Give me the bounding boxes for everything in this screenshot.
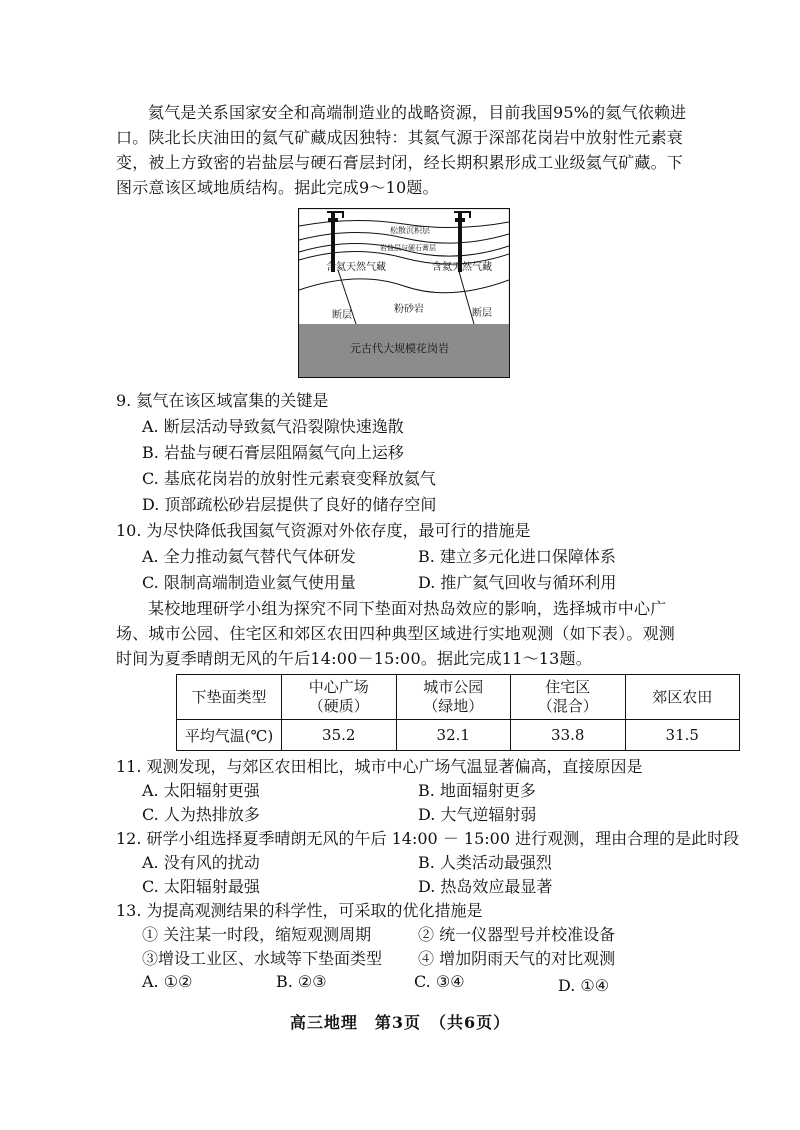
q12-stem: 12. 研学小组选择夏季晴朗无风的午后 14:00 － 15:00 进行观测，理由合理的是此时段: [116, 829, 740, 848]
q13-item-2: ② 统一仪器型号并校准设备: [418, 925, 616, 944]
q13-option-a: A. ①②: [142, 972, 193, 991]
q13-item-3: ③增设工业区、水域等下垫面类型: [142, 949, 383, 968]
label-fault-right: 断层: [472, 308, 492, 319]
label-loose-layer: 松散沉积层: [390, 226, 430, 235]
label-gas-left: 含氦天然气藏: [326, 262, 386, 273]
column-name: 中心广场: [308, 678, 369, 696]
q10-option-b: B. 建立多元化进口保障体系: [418, 547, 616, 566]
label-salt-layer: 岩盐层与硬石膏层: [380, 244, 436, 252]
q10-option-a: A. 全力推动氦气替代气体研发: [142, 547, 356, 566]
column-sub: （混合）: [537, 697, 598, 715]
q13-item-1: ① 关注某一时段，缩短观测周期: [142, 925, 372, 944]
q10-option-c: C. 限制高端制造业氦气使用量: [142, 573, 356, 592]
q12-option-c: C. 太阳辐射最强: [142, 877, 260, 896]
q11-option-a: A. 太阳辐射更强: [142, 781, 260, 800]
table-cell: 33.8: [511, 720, 626, 751]
label-gas-right: 含氦天然气藏: [432, 262, 492, 273]
q13-option-d: D. ①④: [558, 976, 610, 995]
q10-stem: 10. 为尽快降低我国氦气资源对外依存度，最可行的措施是: [116, 521, 531, 540]
q12-option-a: A. 没有风的扰动: [142, 853, 260, 872]
table-column-header: [511, 675, 626, 720]
table-cell: 31.5: [625, 720, 740, 751]
page-footer: 高三地理 第3页 （共6页）: [289, 1013, 511, 1032]
column-name: 城市公园: [423, 678, 484, 696]
intro-paragraph-helium: 氦气是关系国家安全和高端制造业的战略资源，目前我国95%的氦气依赖进口。陕北长庆油田的氦气矿藏成因独特：其氦气源于深部花岗岩中放射性元素衰变，被上方致密的岩盐层与硬石膏层封闭，经长期积累形成工业级氦气矿藏。下图示意该区域地质结构。据此完成9～10题。: [116, 103, 687, 197]
q9-stem: 9. 氦气在该区域富集的关键是: [116, 391, 329, 410]
label-siltstone: 粉砂岩: [394, 304, 424, 315]
q11-option-b: B. 地面辐射更多: [418, 781, 536, 800]
table-column-header: [396, 675, 511, 720]
intro-paragraph-heat-island: 某校地理研学小组为探究不同下垫面对热岛效应的影响，选择城市中心广场、城市公园、住宅区和郊区农田四种典型区域进行实地观测（如下表）。观测时间为夏季晴朗无风的午后14:00－15:00。据此完成11～13题。: [116, 599, 676, 668]
q13-option-b: B. ②③: [276, 972, 327, 991]
column-name: 郊区农田: [652, 687, 713, 706]
column-name: 住宅区: [545, 678, 591, 696]
table-row: [177, 720, 740, 751]
label-granite: 元古代大规模花岗岩: [350, 342, 449, 355]
column-sub: （硬质）: [308, 697, 369, 715]
geology-diagram: [298, 208, 510, 378]
observation-table: [176, 674, 740, 751]
table-column-header: [625, 675, 740, 720]
label-fault-left: 断层: [332, 310, 352, 321]
q12-option-d: D. 热岛效应最显著: [418, 877, 553, 896]
column-sub: （绿地）: [423, 697, 484, 715]
table-row-label: 平均气温(℃): [177, 720, 282, 751]
q9-option-c: C. 基底花岗岩的放射性元素衰变释放氦气: [142, 469, 436, 488]
geology-diagram-svg: [298, 208, 510, 378]
q9-option-d: D. 顶部疏松砂岩层提供了良好的储存空间: [142, 495, 437, 514]
table-cell: 32.1: [396, 720, 511, 751]
table-header-label: 下垫面类型: [177, 675, 282, 720]
q9-option-b: B. 岩盐与硬石膏层阻隔氦气向上运移: [142, 443, 404, 462]
q10-option-d: D. 推广氦气回收与循环利用: [418, 573, 617, 592]
q11-option-d: D. 大气逆辐射弱: [418, 805, 537, 824]
table-header-row: [177, 675, 740, 720]
q11-option-c: C. 人为热排放多: [142, 805, 260, 824]
table-column-header: [282, 675, 397, 720]
q9-option-a: A. 断层活动导致氦气沿裂隙快速逸散: [142, 417, 404, 436]
q13-stem: 13. 为提高观测结果的科学性，可采取的优化措施是: [116, 901, 483, 920]
q12-option-b: B. 人类活动最强烈: [418, 853, 552, 872]
table-cell: 35.2: [282, 720, 397, 751]
q11-stem: 11. 观测发现，与郊区农田相比，城市中心广场气温显著偏高，直接原因是: [116, 757, 643, 776]
q13-item-4: ④ 增加阴雨天气的对比观测: [418, 949, 616, 968]
q13-option-c: C. ③④: [414, 972, 465, 991]
